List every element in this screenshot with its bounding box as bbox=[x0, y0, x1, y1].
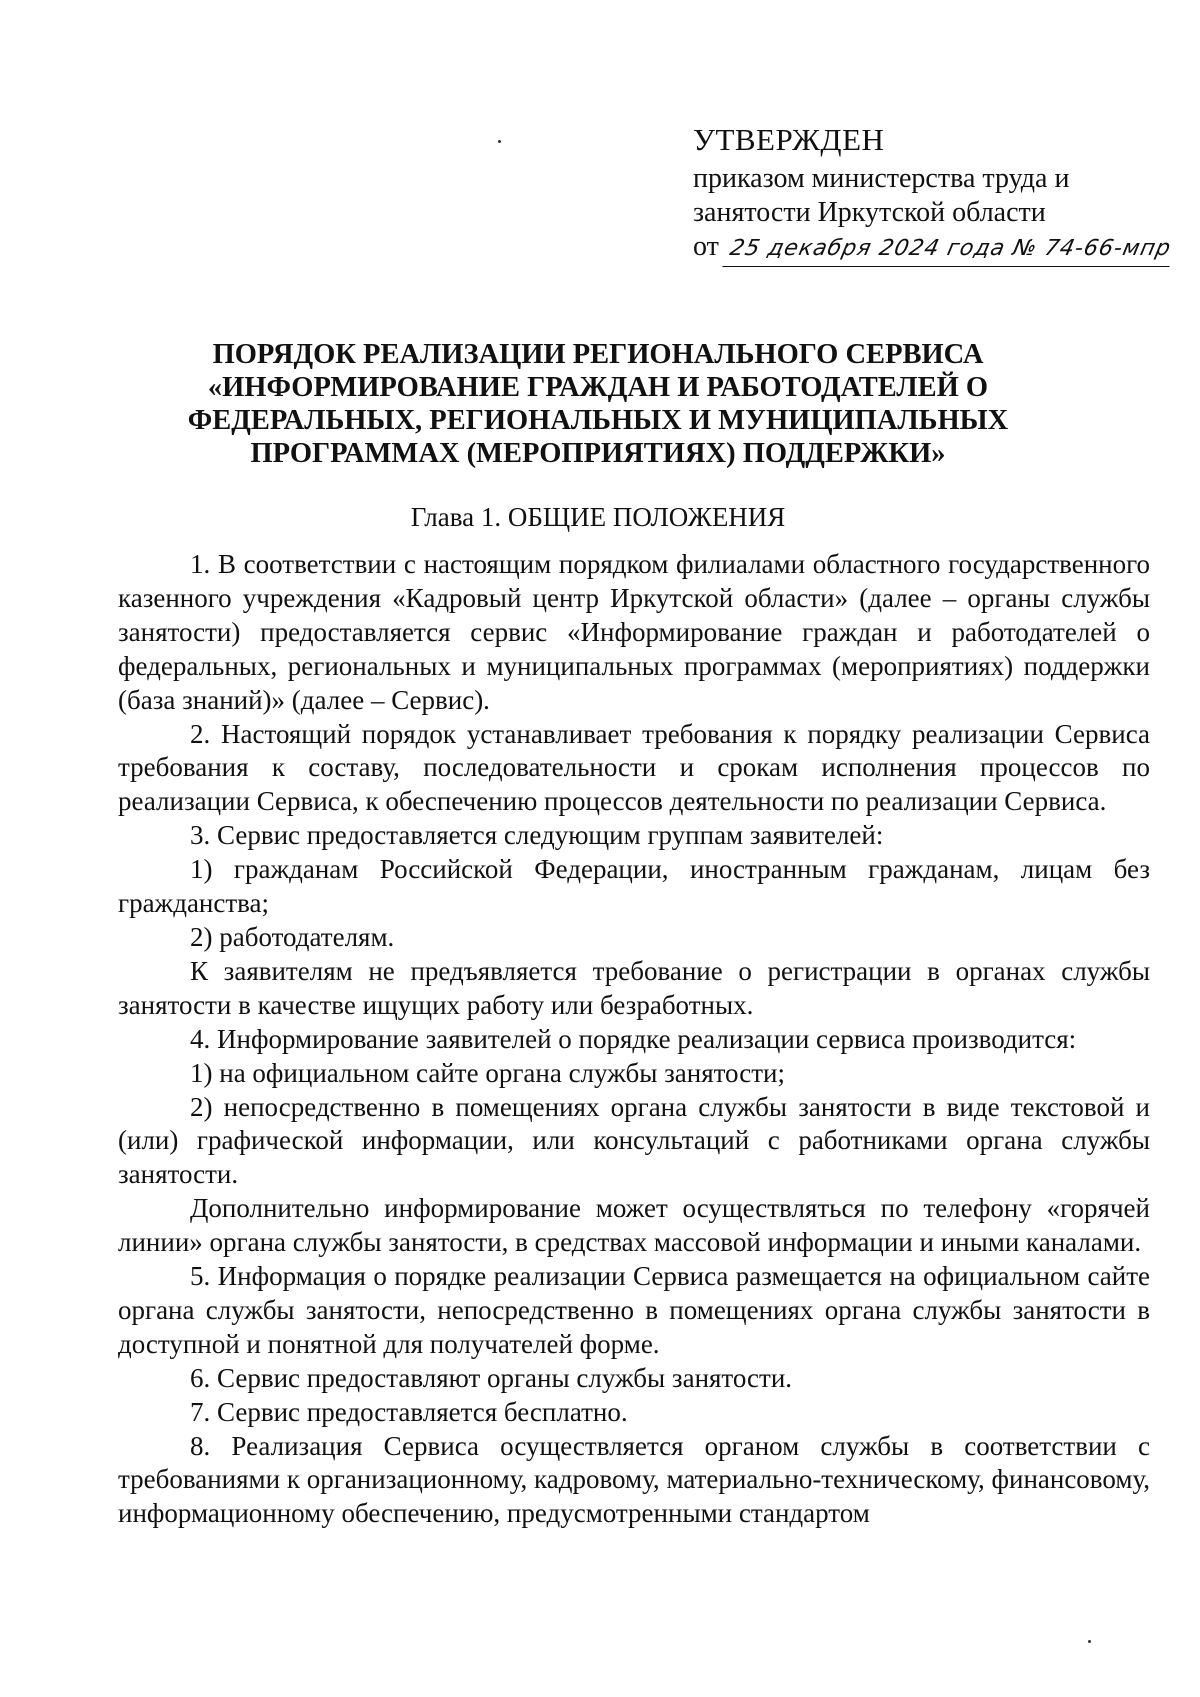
approval-line-2: занятости Иркутской области bbox=[693, 197, 1046, 228]
paragraph: 6. Сервис предоставляют органы службы занятости. bbox=[190, 1362, 793, 1393]
paragraph: 1) гражданам Российской Федерации, иностранным гражданам, лицам без гражданства; bbox=[118, 854, 1150, 919]
document-body bbox=[118, 548, 1150, 1531]
paragraph: Дополнительно информирование может осуществляться по телефону «горячей линии» органа службы занятости, в средствах массовой информации и иными каналами. bbox=[118, 1193, 1150, 1258]
title-line-3: ФЕДЕРАЛЬНЫХ, РЕГИОНАЛЬНЫХ И МУНИЦИПАЛЬНЫХ bbox=[187, 405, 1009, 436]
paragraph: 3. Сервис предоставляется следующим группам заявителей: bbox=[190, 820, 884, 851]
approval-block bbox=[693, 118, 1174, 267]
paragraph: 5. Информация о порядке реализации Сервиса размещается на официальном сайте органа службы занятости, непосредственно в помещениях органа службы занятости в доступной и понятной для получателей форме. bbox=[118, 1261, 1150, 1359]
title-line-4: ПРОГРАММАХ (МЕРОПРИЯТИЯХ) ПОДДЕРЖКИ» bbox=[250, 438, 946, 469]
approval-heading: УТВЕРЖДЕН bbox=[693, 122, 885, 157]
title-line-2: «ИНФОРМИРОВАНИЕ ГРАЖДАН И РАБОТОДАТЕЛЕЙ О bbox=[207, 372, 989, 403]
paragraph: 1) на официальном сайте органа службы занятости; bbox=[190, 1057, 785, 1088]
paragraph: 7. Сервис предоставляется бесплатно. bbox=[190, 1396, 628, 1427]
paragraph: 2) непосредственно в помещениях органа службы занятости в виде текстовой и (или) графической информации, или консультаций с работниками органа службы занятости. bbox=[118, 1091, 1150, 1190]
approval-date-line bbox=[693, 230, 1174, 267]
paragraph: 2) работодателям. bbox=[190, 921, 395, 952]
from-label: от bbox=[693, 231, 719, 262]
paragraph: К заявителям не предъявляется требование о регистрации в органах службы занятости в качестве ищущих работу или безработных. bbox=[118, 955, 1150, 1020]
document-title bbox=[118, 338, 1078, 470]
handwritten-date-number: 25 декабря 2024 года № 74-66-мпр bbox=[722, 232, 1176, 267]
paragraph: 2. Настоящий порядок устанавливает требования к порядку реализации Сервиса требования к составу, последовательности и срокам исполнения процессов по реализации Сервиса, к обеспечению процессов деятельности по реализации Сервиса. bbox=[118, 718, 1150, 817]
chapter-heading: Глава 1. ОБЩИЕ ПОЛОЖЕНИЯ bbox=[410, 502, 786, 532]
paragraph: 1. В соответствии с настоящим порядком филиалами областного государственного казенного учреждения «Кадровый центр Иркутской области» (далее – органы службы занятости) предоставляется сервис «Информирование граждан и работодателей о федеральных, региональных и муниципальных программах (мероприятиях) поддержки (база знаний)» (далее – Сервис). bbox=[118, 549, 1150, 715]
paragraph: 8. Реализация Сервиса осуществляется органом службы в соответствии с требованиями к организационному, кадровому, материально-техническому, финансовому, информационному обеспечению, предусмотренными стандартом bbox=[118, 1430, 1150, 1529]
paragraph: 4. Информирование заявителей о порядке реализации сервиса производится: bbox=[190, 1023, 1077, 1054]
title-line-1: ПОРЯДОК РЕАЛИЗАЦИИ РЕГИОНАЛЬНОГО СЕРВИСА bbox=[212, 339, 984, 370]
scan-speck bbox=[1088, 1640, 1091, 1643]
scan-speck bbox=[498, 140, 501, 143]
approval-line-1: приказом министерства труда и bbox=[693, 163, 1070, 194]
